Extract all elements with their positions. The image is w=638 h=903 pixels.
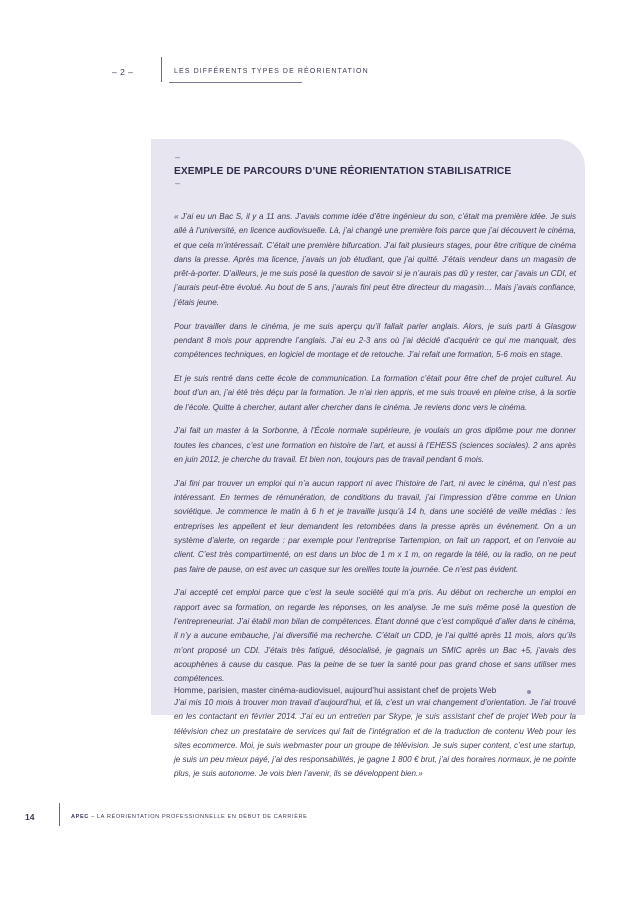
box-dash-bottom: –	[175, 178, 181, 188]
paragraph: J’ai mis 10 mois à trouver mon travail d’aujourd’hui, et là, c’est un vrai changement d’orientation. Je l’ai trouvé en les contactant en février 2014. J’ai eu un entretien par Skype, je suis assistant chef de projet Web pour la télévision chez un prestataire de services qui fait de l’intégration et de la traduction de contenu Web pour les sites ecommerce. Moi, je suis webmaster pour un groupe de télévision. Je suis super content, c’est une startup, je suis un peu mieux payé, j’ai des responsabilités, je gagne 1 800 € brut, j’ai des horaires normaux, je ne pointe plus, je suis autonome. Je vois bien l’avenir, ils se développent bien.»	[174, 697, 576, 779]
footer-divider	[59, 803, 60, 826]
paragraph: J’ai accepté cet emploi parce que c’est la seule société qui m’a pris. Au début on recherche un emploi en rapport avec sa formation, on regarde les réponses, on les analyse. Je me suis même posé la question de l’entrepreneuriat. J’ai établi mon bilan de compétences. Étant donné que c’est compliqué d’aller dans le cinéma, il n’y a aucune embauche, j’ai diversifié ma recherche. C’était un CDD, je l’ai quitté après 11 mois, alors qu’ils m’ont proposé un CDI. J’étais très fatigué, désocialisé, je gagnais un SMIC après un Bac +5, j’avais des acouphènes à cause du casque. Pas la peine de se tuer la santé pour pas grand chose et sans utiliser mes compétences.	[174, 588, 576, 684]
footer-title: – LA RÉORIENTATION PROFESSIONNELLE EN DÉBUT DE CARRIÈRE	[88, 814, 308, 820]
testimonial-signature: Homme, parisien, master cinéma-audiovisuel, aujourd’hui assistant chef de projets Web	[174, 685, 497, 695]
page-number: 14	[25, 812, 35, 822]
section-number: – 2 –	[112, 67, 134, 77]
paragraph: « J’ai eu un Bac S, il y a 11 ans. J’avais comme idée d’être ingénieur du son, c’était ma première idée. Je suis allé à l’université, en licence audiovisuelle. Là, j’ai changé une première fois parce que j’ai découvert le cinéma, et que cela m’intéressait. C’était une première bifurcation. J’ai fait plusieurs stages, pour être critique de cinéma dans la presse. Après ma licence, j’avais un job étudiant, que j’ai quitté. J’étais vendeur dans un magasin de prêt-à-porter. D’ailleurs, je me suis posé la question de savoir si je n’aurais pas dû y rester, car j’avais un CDI, et j’aurais peut-être évolué. Au bout de 5 ans, j’aurais fini peut être directeur du magasin… Mais j’avais confiance, j’étais jeune.	[174, 212, 576, 307]
paragraph: J’ai fini par trouver un emploi qui n’a aucun rapport ni avec l’histoire de l’art, ni avec le cinéma, qui n’est pas intéressant. En termes de rémunération, de conditions du travail, j’ai l’impression d’être comme en Union soviétique. Je commence le matin à 6 h et je travaille jusqu’à 14 h, dans une société de veille médias : les entreprises les appellent et leur demandent les retombées dans la presse après un événement. On a un système d’alerte, on regarde : par exemple pour l’entreprise Tartempion, on fait un rapport, et on l’envoie au client. C’est très compartimenté, on est dans un bloc de 1 m x 1 m, on regarde la télé, ou la radio, on ne peut pas faire de pause, on est avec un casque sur les oreilles toute la journée. Ce n’est pas évident.	[174, 478, 576, 574]
box-dash-top: –	[175, 152, 181, 162]
footer-text	[71, 814, 308, 820]
testimonial-text	[174, 210, 576, 791]
header-divider	[161, 57, 162, 82]
paragraph: J’ai fait un master à la Sorbonne, à l’École normale supérieure, je voulais un gros diplôme pour me donner toutes les chances, c’est une formation en histoire de l’art, et aussi à l’EHESS (sciences sociales). 2 ans après en juin 2012, je cherche du travail. Et bien non, toujours pas de travail pendant 6 mois.	[174, 426, 576, 464]
section-title: LES DIFFÉRENTS TYPES DE RÉORIENTATION	[174, 68, 369, 75]
footer-brand: APEC	[71, 814, 89, 820]
box-title: EXEMPLE DE PARCOURS D’UNE RÉORIENTATION STABILISATRICE	[174, 166, 512, 177]
header-underline	[169, 82, 302, 83]
paragraph: Et je suis rentré dans cette école de communication. La formation c’était pour être chef de projet culturel. Au bout d’un an, j’ai été très déçu par la formation. Je n’ai rien appris, et me suis trouvé en pleine crise, à la sortie de l’école. Quitte à chercher, autant aller chercher dans le cinéma. Je reviens donc vers le cinéma.	[174, 373, 576, 412]
end-bullet-icon	[527, 690, 531, 694]
paragraph: Pour travailler dans le cinéma, je me suis aperçu qu’il fallait parler anglais. Alors, je suis parti à Glasgow pendant 8 mois pour apprendre l’anglais. J’ai eu 2-3 ans où j’ai décidé d’acquérir ce qui me manquait, des compétences techniques, en logiciel de montage et de retouche. J’ai refait une formation, 5-6 mois en stage.	[174, 321, 576, 360]
